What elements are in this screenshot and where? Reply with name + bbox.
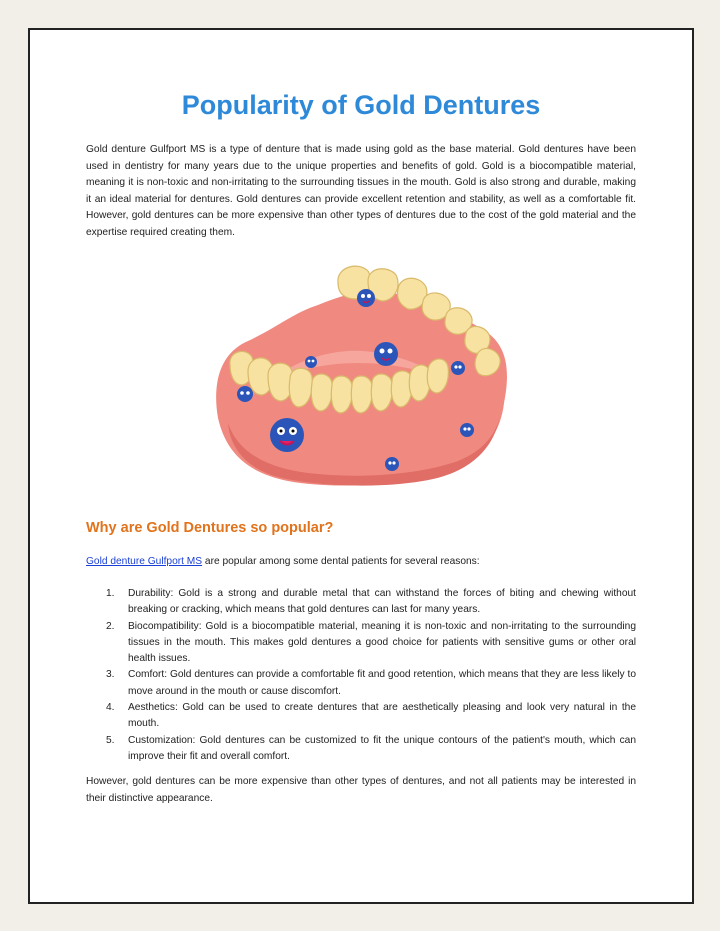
closing-paragraph: However, gold dentures can be more expensive than other types of dentures, and not all patients may be interested in their distinctive appearance. — [86, 776, 636, 804]
document-page — [28, 28, 694, 904]
list-item-text: Comfort: Gold dentures can provide a comfortable fit and good retention, which means that they are less likely to move around in the mouth or cause discomfort. — [128, 669, 636, 697]
germ-icon — [357, 289, 375, 307]
denture-germs-icon — [208, 253, 514, 507]
list-number: 1. — [106, 588, 115, 599]
list-item-text: Biocompatibility: Gold is a biocompatible material, meaning it is non-toxic and non-irritating to the surrounding tissues in the mouth. This makes gold dentures a good choice for patients with sensitive gums or other oral health issues. — [128, 620, 636, 665]
germ-icon — [385, 457, 399, 471]
germ-icon — [237, 386, 253, 402]
list-number: 2. — [106, 620, 115, 632]
denture-illustration — [208, 253, 514, 507]
reasons-list — [86, 586, 636, 765]
section-heading: Why are Gold Dentures so popular? — [86, 520, 334, 536]
germ-icon — [374, 342, 398, 366]
list-item — [86, 700, 636, 733]
list-item — [86, 619, 636, 668]
list-number: 3. — [106, 669, 115, 681]
germ-icon — [270, 418, 304, 452]
germ-icon — [451, 361, 465, 375]
page-title: Popularity of Gold Dentures — [181, 90, 541, 120]
list-item-text: Customization: Gold dentures can be customized to fit the unique contours of the patient's mouth, which can improve their fit and overall comfort. — [128, 734, 636, 762]
reasons-intro-text: are popular among some dental patients for several reasons: — [202, 556, 480, 567]
list-number: 5. — [106, 734, 115, 746]
reasons-intro-paragraph — [86, 554, 636, 571]
list-item-text: Aesthetics: Gold can be used to create dentures that are aesthetically pleasing and look very natural in the mouth. — [128, 702, 636, 730]
list-item — [86, 667, 636, 700]
list-item — [86, 586, 636, 619]
germ-icon — [305, 356, 317, 368]
gold-denture-link[interactable]: Gold denture Gulfport MS — [86, 556, 203, 567]
list-number: 4. — [106, 702, 115, 714]
intro-paragraph: Gold denture Gulfport MS is a type of denture that is made using gold as the base material. Gold dentures have been used in dentistry for many years due to the unique properties and benefits of gold. Gold is a biocompatible material, meaning it is non-toxic and non-irritating to the surrounding tissues in the mouth. Gold is also strong and durable, making it an ideal material for dentures. Gold dentures can provide excellent retention and stability, as well as a comfortable fit. However, gold dentures can be more expensive than other types of dentures due to the cost of the gold material and the expertise required creating them. — [86, 144, 636, 238]
germ-icon — [460, 423, 474, 437]
list-item — [86, 733, 636, 766]
list-item-text: Durability: Gold is a strong and durable metal that can withstand the forces of biting and chewing without breaking or cracking, which means that gold dentures can last for many years. — [128, 588, 636, 616]
